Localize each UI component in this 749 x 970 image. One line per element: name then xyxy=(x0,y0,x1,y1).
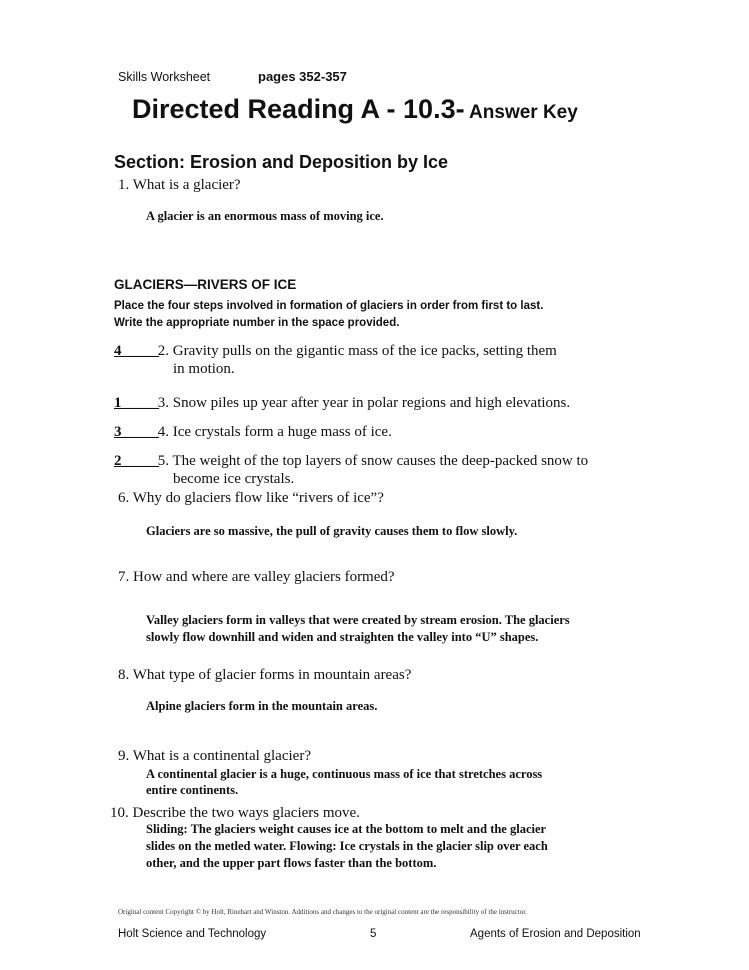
step-text: 2. Gravity pulls on the gigantic mass of the ice packs, setting them xyxy=(157,343,557,359)
footer-left: Holt Science and Technology xyxy=(118,928,267,940)
answer-10: other, and the upper part flows faster than the bottom. xyxy=(146,856,437,870)
answer-9: entire continents. xyxy=(146,783,239,797)
question-6: 6. Why do glaciers flow like “rivers of ice”? xyxy=(118,490,384,506)
answer-10: slides on the metled water. Flowing: Ice crystals in the glacier slip over each xyxy=(146,839,548,853)
subsection-heading: GLACIERS—RIVERS OF ICE xyxy=(114,277,297,292)
question-8: 8. What type of glacier forms in mountain areas? xyxy=(118,667,412,683)
title-main: Directed Reading A - 10.3- xyxy=(132,94,465,124)
title-sub: Answer Key xyxy=(469,102,578,123)
step-answer: 2_____ xyxy=(114,453,159,469)
instructions-line: Place the four steps involved in formation of glaciers in order from first to last. xyxy=(114,300,544,312)
page-range: pages 352-357 xyxy=(258,69,347,84)
step-answer: 1_____ xyxy=(114,395,159,411)
step-text-continued: in motion. xyxy=(173,361,235,377)
instructions-line: Write the appropriate number in the space provided. xyxy=(114,317,400,329)
answer-10: Sliding: The glaciers weight causes ice at the bottom to melt and the glacier xyxy=(146,822,547,836)
step-item xyxy=(114,453,588,470)
answer-8: Alpine glaciers form in the mountain areas. xyxy=(146,699,378,713)
step-answer: 3_____ xyxy=(114,424,159,440)
step-text: 4. Ice crystals form a huge mass of ice. xyxy=(157,424,392,440)
footer-right: Agents of Erosion and Deposition xyxy=(470,928,641,940)
page-title xyxy=(132,94,578,125)
step-item xyxy=(114,395,570,412)
answer-9: A continental glacier is a huge, continuous mass of ice that stretches across xyxy=(146,767,543,781)
step-item xyxy=(114,343,557,360)
page-number: 5 xyxy=(370,928,377,940)
answer-7: Valley glaciers form in valleys that were created by stream erosion. The glaciers xyxy=(146,613,570,627)
answer-7: slowly flow downhill and widen and straighten the valley into “U” shapes. xyxy=(146,630,539,644)
step-answer: 4_____ xyxy=(114,343,159,359)
question-7: 7. How and where are valley glaciers formed? xyxy=(118,569,395,585)
section-heading: Section: Erosion and Deposition by Ice xyxy=(114,152,449,172)
answer-6: Glaciers are so massive, the pull of gravity causes them to flow slowly. xyxy=(146,524,518,538)
copyright-notice: Original content Copyright © by Holt, Rinehart and Winston. Additions and changes to the original content are the responsibility of the instructor. xyxy=(118,908,527,916)
question-10: 10. Describe the two ways glaciers move. xyxy=(110,805,360,821)
step-text-continued: become ice crystals. xyxy=(173,471,295,487)
answer-1: A glacier is an enormous mass of moving ice. xyxy=(146,209,384,223)
step-text: 5. The weight of the top layers of snow causes the deep-packed snow to xyxy=(157,453,589,469)
worksheet-label: Skills Worksheet xyxy=(118,70,211,84)
step-item xyxy=(114,424,392,441)
question-1: 1. What is a glacier? xyxy=(118,177,241,193)
question-9: 9. What is a continental glacier? xyxy=(118,748,311,764)
step-text: 3. Snow piles up year after year in polar regions and high elevations. xyxy=(157,395,571,411)
